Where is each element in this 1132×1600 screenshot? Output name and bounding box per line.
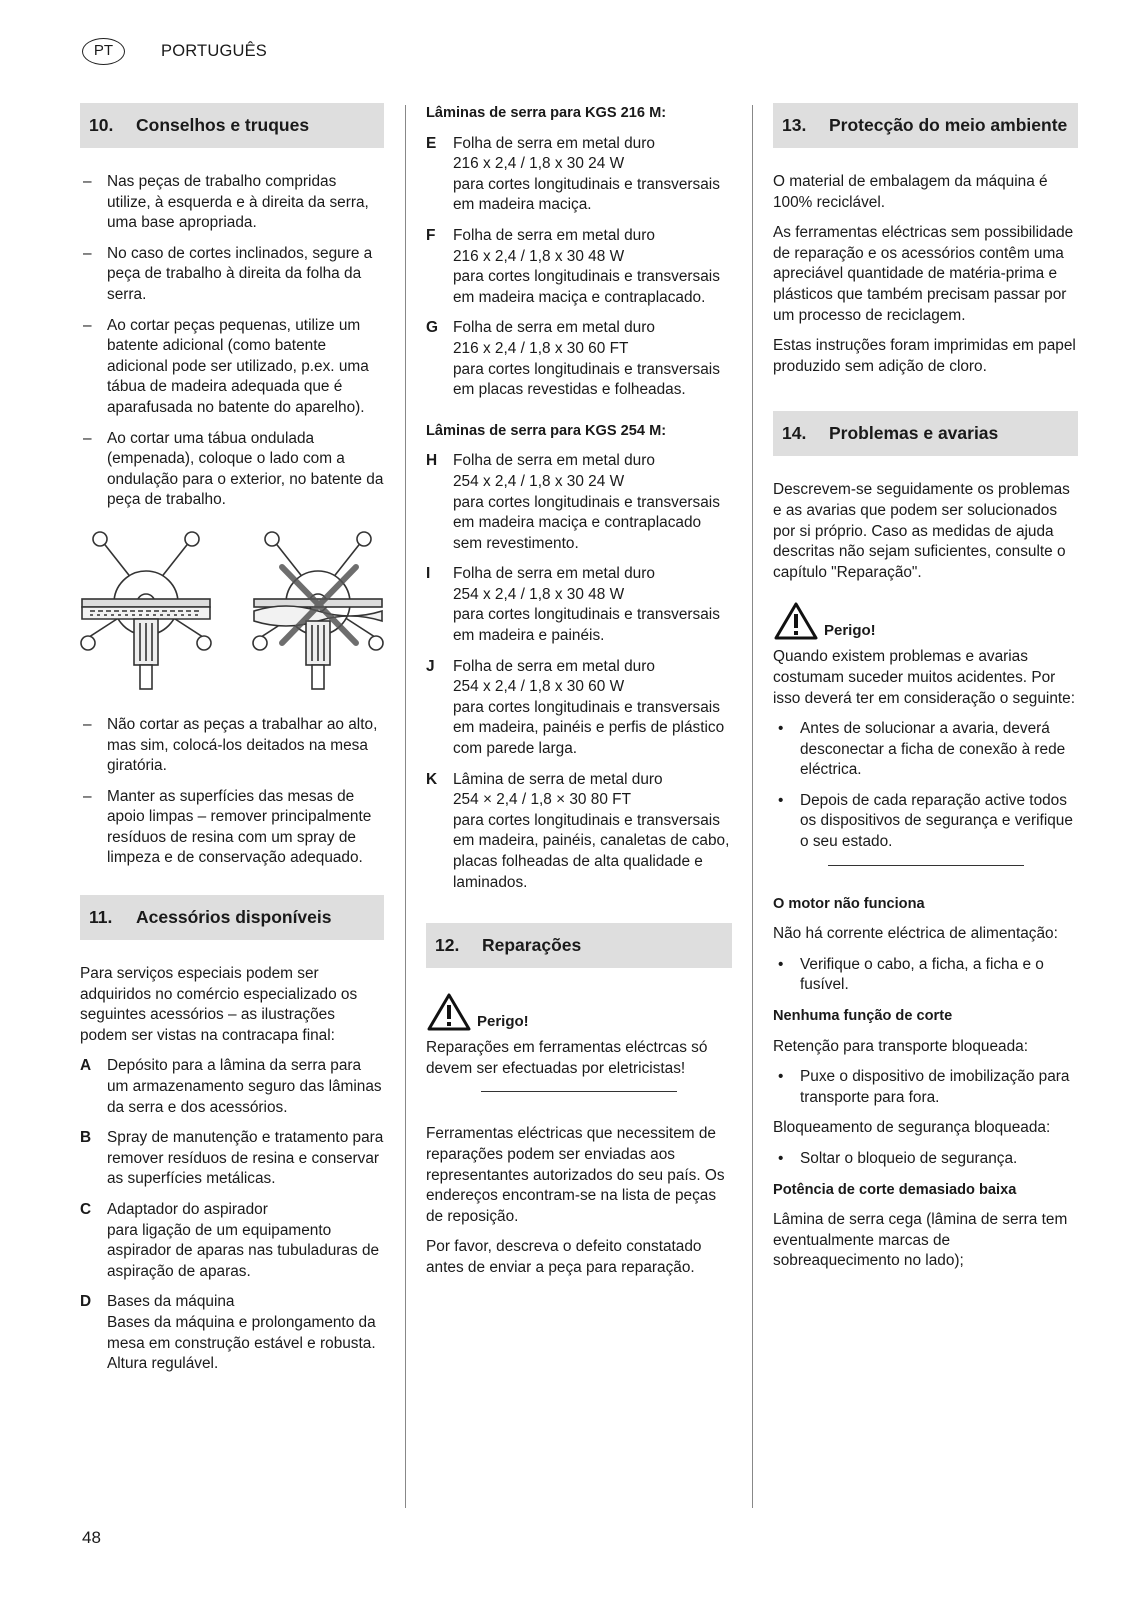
accessory-item-c: C Adaptador do aspirador para ligação de um equipamento aspirador de aparas nas tubuladuras de aspiração de aparas. (80, 1201, 380, 1280)
list-item: – Nas peças de trabalho compridas utilize, à esquerda e à direita da serra, uma base apropriada. (83, 173, 369, 232)
section-title: Acessórios disponíveis (136, 907, 332, 928)
environment-paragraph: O material de embalagem da máquina é 100% reciclável. (773, 173, 1048, 211)
section-heading-14: 14. Problemas e avarias (773, 411, 1078, 456)
tips-list (80, 172, 384, 511)
blade-item-h: H Folha de serra em metal duro 254 x 2,4 / 1,8 x 30 24 W para cortes longitudinais e transversais em madeira maciça e contraplacado sem revestimento. (426, 452, 720, 552)
list-item: – Manter as superfícies das mesas de apoio limpas – remover principalmente resíduos de resina com um spray de limpeza e de conservação adequado. (83, 787, 372, 867)
environment-paragraph: As ferramentas eléctricas sem possibilidade de reparação e os acessórios contêm uma apreciável quantidade de matéria-prima e plásticos que também precisam passar por um processo de reciclagem. (773, 224, 1074, 324)
blade-item-j: J Folha de serra em metal duro 254 x 2,4 / 1,8 x 30 60 W para cortes longitudinais e transversais em madeira, painéis e perfis de plástico com parede larga. (426, 657, 725, 758)
page-header (82, 38, 267, 65)
column-divider (405, 105, 406, 1508)
blades-216-heading: Lâminas de serra para KGS 216 M: (426, 105, 667, 121)
accessory-item-d: D Bases da máquina Bases da máquina e prolongamento da mesa em construção estável e robusta. Altura regulável. (80, 1293, 376, 1373)
section-heading-11: 11. Acessórios disponíveis (80, 895, 384, 940)
blade-item-i: I Folha de serra em metal duro 254 x 2,4 / 1,8 x 30 48 W para cortes longitudinais e transversais em madeira e painéis. (426, 565, 720, 645)
warning-triangle-icon (773, 601, 819, 641)
repairs-paragraph: Por favor, descreva o defeito constatado antes de enviar a peça para reparação. (426, 1238, 702, 1276)
troubleshooting-intro: Descrevem-se seguidamente os problemas e as avarias que podem ser solucionados por si próprio. Caso as medidas de ajuda descritas não sejam suficientes, consulte o capítulo "Reparação". (773, 481, 1070, 581)
lowpower-cause: Lâmina de serra cega (lâmina de serra tem eventualmente marcas de sobreaquecimento no lado); (773, 1211, 1068, 1270)
warning-text: Quando existem problemas e avarias costumam suceder muitos acidentes. Por isso deverá ter em consideração o seguinte: (773, 648, 1075, 707)
warning-text: Reparações em ferramentas eléctrcas só devem ser efectuadas por eletricistas! (426, 1039, 708, 1077)
warning-label: Perigo! (773, 601, 1078, 641)
accessory-item-a: A Depósito para a lâmina da serra para um armazenamento seguro das lâminas da serra e dos acessórios. (80, 1057, 382, 1116)
language-badge: PT (82, 38, 125, 65)
separator (481, 1091, 677, 1092)
language-name: PORTUGUÊS (161, 42, 268, 61)
list-item: • Antes de solucionar a avaria, deverá desconectar a ficha de conexão à rede eléctrica. (778, 720, 1066, 779)
accessories-intro: Para serviços especiais podem ser adquiridos no comércio especializado os seguintes acessórios – as ilustrações podem ser vistas na contracapa final: (80, 965, 358, 1044)
nocut-cause: Retenção para transporte bloqueada: (773, 1037, 1028, 1055)
accessory-item-b: B Spray de manutenção e tratamento para remover resíduos de resina e conservar as superfícies metálicas. (80, 1129, 384, 1188)
list-item: • Soltar o bloqueio de segurança. (778, 1150, 1018, 1167)
list-item: • Depois de cada reparação active todos os dispositivos de segurança e verifique o seu estado. (778, 791, 1073, 851)
list-item: – No caso de cortes inclinados, segure a peça de trabalho à direita da folha da serra. (83, 244, 373, 303)
lowpower-heading: Potência de corte demasiado baixa (773, 1181, 1017, 1198)
list-item: – Ao cortar peças pequenas, utilize um batente adicional (como batente adicional pode ser utilizado, p.ex. uma tábua de madeira adequada que é aparafusada no batente do aparelho). (83, 316, 369, 416)
nocut-cause: Bloqueamento de segurança bloqueada: (773, 1119, 1051, 1137)
warning-label: Perigo! (426, 992, 732, 1032)
tips-list-2 (80, 715, 384, 869)
motor-cause: Não há corrente eléctrica de alimentação: (773, 925, 1058, 943)
list-item: – Ao cortar uma tábua ondulada (empenada), coloque o lado com a ondulação para o exterior, no batente da peça de trabalho. (83, 429, 384, 509)
blade-item-k: K Lâmina de serra de metal duro 254 × 2,4 / 1,8 × 30 80 FT para cortes longitudinais e transversais em madeira, painéis, canaletas de cabo, placas folheadas de alta qualidade e laminados. (426, 770, 730, 891)
environment-paragraph: Estas instruções foram imprimidas em papel produzido sem adição de cloro. (773, 337, 1076, 375)
page-number: 48 (82, 1528, 101, 1547)
nocut-heading: Nenhuma função de corte (773, 1008, 953, 1025)
list-item: • Puxe o dispositivo de imobilização para transporte para fora. (778, 1068, 1070, 1106)
saw-incorrect-illustration (252, 527, 384, 693)
section-title: Conselhos e truques (136, 115, 310, 135)
motor-heading: O motor não funciona (773, 895, 925, 912)
column-right (773, 103, 1078, 1282)
saw-correct-illustration (80, 527, 212, 693)
column-middle (426, 103, 732, 1289)
repairs-paragraph: Ferramentas eléctricas que necessitem de reparações podem ser enviadas aos representantes autorizados do seu país. Os endereços encontram-se na lista de peças de reposição. (426, 1125, 725, 1225)
warning-triangle-icon (426, 992, 472, 1032)
column-left (80, 103, 384, 1385)
column-divider (752, 105, 753, 1508)
section-title: Problemas e avarias (829, 423, 999, 444)
blade-item-g: G Folha de serra em metal duro 216 x 2,4 / 1,8 x 30 60 FT para cortes longitudinais e transversais em placas revestidas e folheadas. (426, 319, 720, 399)
blades-254-heading: Lâminas de serra para KGS 254 M: (426, 422, 667, 439)
section-title: Reparações (482, 935, 582, 956)
separator (828, 865, 1024, 866)
section-heading-10: 10. Conselhos e truques (80, 103, 384, 148)
section-heading-13: 13. Protecção do meio ambiente (773, 103, 1078, 148)
list-item: – Não cortar as peças a trabalhar ao alto, mas sim, colocá-los deitados na mesa giratória. (83, 715, 378, 775)
section-title: Protecção do meio ambiente (829, 115, 1068, 135)
section-heading-12: 12. Reparações (426, 923, 732, 968)
figure-row (80, 527, 384, 693)
list-item: • Verifique o cabo, a ficha, a ficha e o fusível. (778, 955, 1044, 994)
blade-item-e: E Folha de serra em metal duro 216 x 2,4 / 1,8 x 30 24 W para cortes longitudinais e transversais em madeira maciça. (426, 134, 720, 214)
blade-item-f: F Folha de serra em metal duro 216 x 2,4 / 1,8 x 30 48 W para cortes longitudinais e transversais em madeira maciça e contraplacado. (426, 226, 720, 306)
